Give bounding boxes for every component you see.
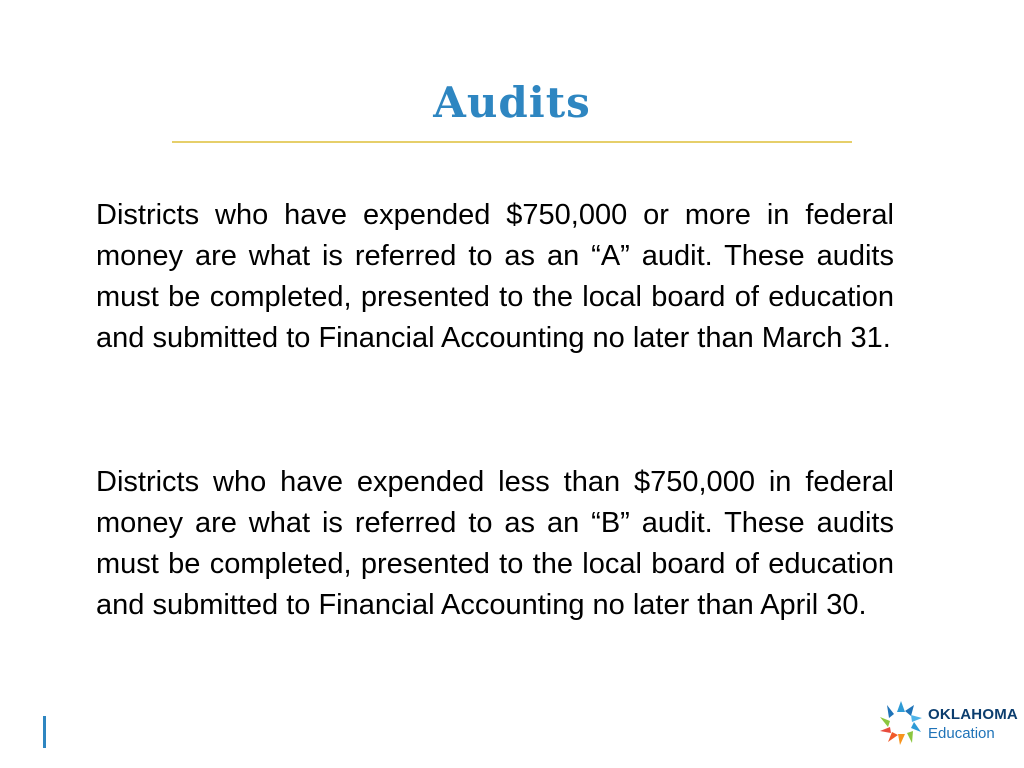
title-divider: [172, 141, 852, 143]
oklahoma-education-logo: [876, 696, 1016, 756]
slide-accent-bar: [43, 716, 46, 748]
logo-text-education: Education: [928, 725, 995, 742]
slide-title: Audits: [433, 78, 591, 127]
paragraph-b-audit: Districts who have expended less than $750,000 in federal money are what is referred to as an “B” audit. These audits must be completed, presented to the local board of education and submitted to Financial Accounting no later than April 30.: [96, 466, 894, 621]
logo-text-oklahoma: OKLAHOMA: [928, 706, 1018, 723]
paragraph-a-audit: Districts who have expended $750,000 or more in federal money are what is referred to as an “A” audit. These audits must be completed, presented to the local board of education and submitted to Financial Accounting no later than March 31.: [96, 199, 894, 354]
oklahoma-education-logo-icon: [876, 698, 926, 748]
